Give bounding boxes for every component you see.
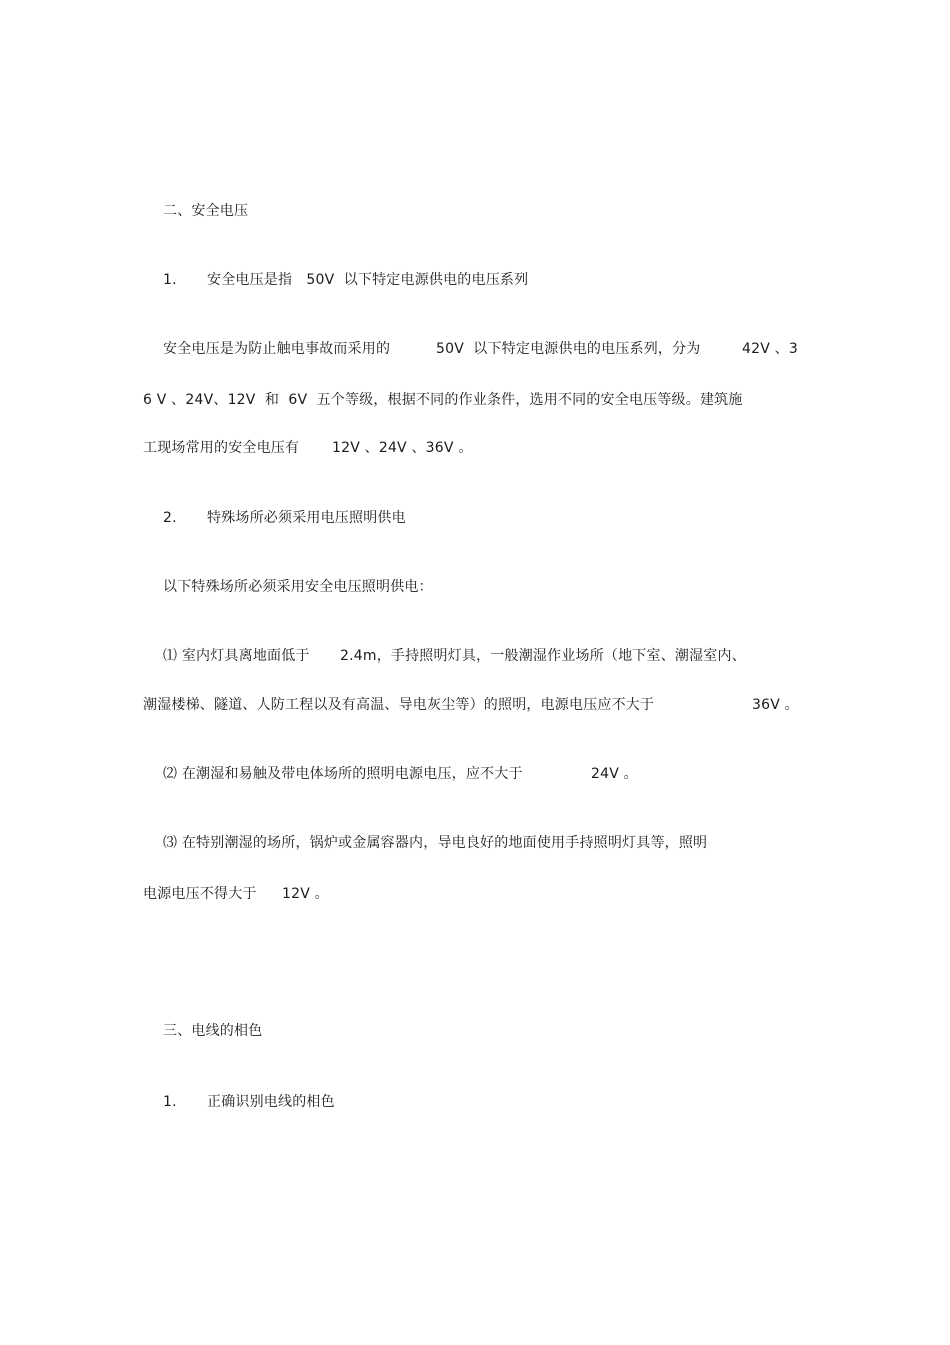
paragraph-text: 以下特殊场所必须采用安全电压照明供电： xyxy=(163,579,433,595)
section-heading-wire-phase-color: 三、电线的相色 xyxy=(163,1023,263,1039)
list-item: 电源电压不得大于 xyxy=(143,886,257,902)
list-item: 潮湿楼梯、隧道、人防工程以及有高温、导电灰尘等）的照明，电源电压应不大于 xyxy=(143,697,655,713)
list-item: ⑵ 在潮湿和易触及带电体场所的照明电源电压，应不大于 xyxy=(163,766,523,782)
list-item: 2.4m，手持照明灯具，一般潮湿作业场所（地下室、潮湿室内、 xyxy=(340,648,746,664)
paragraph-text: 安全电压是为防止触电事故而采用的 xyxy=(163,341,391,357)
item-title-identify-wire-colors: 正确识别电线的相色 xyxy=(207,1094,335,1110)
paragraph-text: 42V 、3 xyxy=(742,341,798,357)
list-item: ⑶ 在特别潮湿的场所，锅炉或金属容器内，导电良好的地面使用手持照明灯具等，照明 xyxy=(163,835,708,851)
item-title-special-places: 特殊场所必须采用电压照明供电 xyxy=(207,510,406,526)
list-item: 24V 。 xyxy=(591,766,638,782)
paragraph-text: 12V 、24V 、36V 。 xyxy=(332,440,473,456)
item-title-safe-voltage-definition: 安全电压是指 50V 以下特定电源供电的电压系列 xyxy=(207,272,529,288)
list-item: ⑴ 室内灯具离地面低于 xyxy=(163,648,310,664)
list-item: 12V 。 xyxy=(282,886,329,902)
paragraph-text: 50V 以下特定电源供电的电压系列，分为 xyxy=(436,341,701,357)
item-number: 1. xyxy=(163,1094,177,1110)
list-item: 36V 。 xyxy=(752,697,799,713)
item-number: 1. xyxy=(163,272,177,288)
paragraph-text: 工现场常用的安全电压有 xyxy=(143,440,300,456)
paragraph-text: 6 V 、24V、12V 和 6V 五个等级，根据不同的作业条件，选用不同的安全电压等级。建筑施 xyxy=(143,392,743,408)
section-heading-safe-voltage: 二、安全电压 xyxy=(163,203,249,219)
item-number: 2. xyxy=(163,510,177,526)
